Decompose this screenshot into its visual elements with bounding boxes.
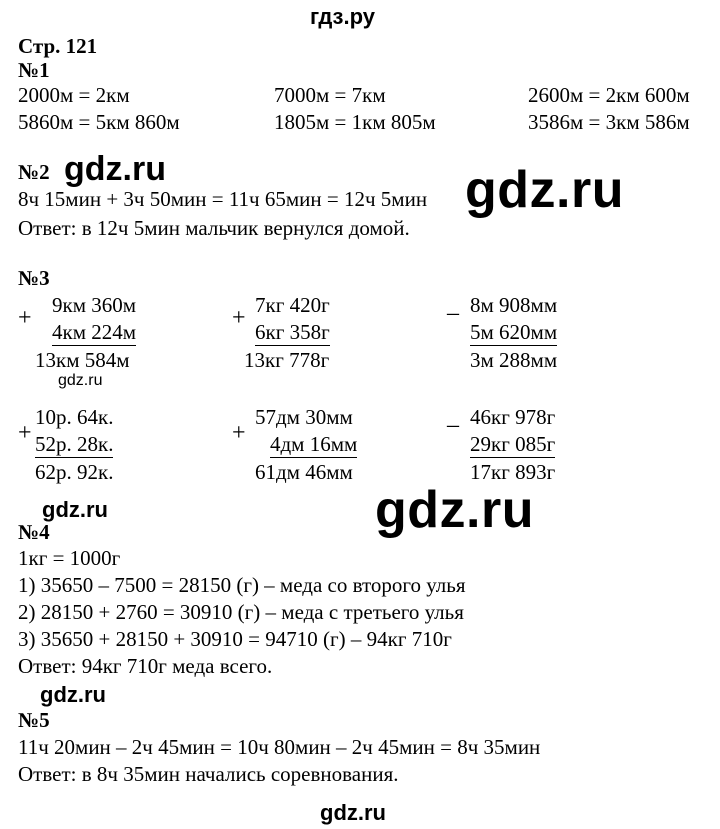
task4-answer: Ответ: 94кг 710г меда всего. xyxy=(18,654,273,678)
result: 62р. 92к. xyxy=(35,460,114,484)
result: 13кг 778г xyxy=(244,348,330,372)
watermark: gdz.ru xyxy=(64,150,166,188)
operation-sign: + xyxy=(18,305,32,331)
task5-answer: Ответ: в 8ч 35мин начались соревнования. xyxy=(18,762,399,786)
task5-equation: 11ч 20мин – 2ч 45мин = 10ч 80мин – 2ч 45мин = 8ч 35мин xyxy=(18,735,541,759)
operand-top: 10р. 64к. xyxy=(35,405,114,429)
task4-line: 3) 35650 + 28150 + 30910 = 94710 (г) – 94кг 710г xyxy=(18,627,452,651)
operand-bottom: 4км 224м xyxy=(52,320,137,344)
task5-title: №5 xyxy=(18,708,50,732)
watermark-large: gdz.ru xyxy=(375,481,534,539)
task2-answer: Ответ: в 12ч 5мин мальчик вернулся домой. xyxy=(18,216,410,240)
watermark: gdz.ru xyxy=(42,497,108,522)
operand-bottom: 6кг 358г xyxy=(255,320,330,344)
operation-sign: + xyxy=(232,420,246,446)
task1-cell: 3586м = 3км 586м xyxy=(528,110,690,134)
result: 61дм 46мм xyxy=(255,460,353,484)
task3-title: №3 xyxy=(18,266,50,290)
task4-line: 1) 35650 – 7500 = 28150 (г) – меда со второго улья xyxy=(18,573,466,597)
page-number: Стр. 121 xyxy=(18,34,98,58)
task4-line: 1кг = 1000г xyxy=(18,546,121,570)
watermark-footer: gdz.ru xyxy=(320,800,386,825)
watermark: gdz.ru xyxy=(40,682,106,707)
operand-bottom: 52р. 28к. xyxy=(35,432,114,456)
task4-line: 2) 28150 + 2760 = 30910 (г) – меда с третьего улья xyxy=(18,600,464,624)
operation-sign: + xyxy=(18,420,32,446)
task1-cell: 5860м = 5км 860м xyxy=(18,110,180,134)
site-watermark-header: гдз.ру xyxy=(310,4,375,29)
task1-cell: 1805м = 1км 805м xyxy=(274,110,436,134)
operand-top: 57дм 30мм xyxy=(255,405,353,429)
result: 17кг 893г xyxy=(470,460,556,484)
operand-top: 7кг 420г xyxy=(255,293,330,317)
operand-top: 46кг 978г xyxy=(470,405,556,429)
task1-cell: 2000м = 2км xyxy=(18,83,130,107)
task1-title: №1 xyxy=(18,58,50,82)
operation-sign: – xyxy=(447,300,459,326)
operand-top: 9км 360м xyxy=(52,293,137,317)
operand-top: 8м 908мм xyxy=(470,293,558,317)
task2-equation: 8ч 15мин + 3ч 50мин = 11ч 65мин = 12ч 5мин xyxy=(18,187,428,211)
watermark-large: gdz.ru xyxy=(465,161,624,219)
operand-bottom: 4дм 16мм xyxy=(270,432,358,456)
operand-bottom: 5м 620мм xyxy=(470,320,558,344)
operation-sign: – xyxy=(447,412,459,438)
task4-title: №4 xyxy=(18,520,50,544)
result: 3м 288мм xyxy=(470,348,558,372)
task1-cell: 7000м = 7км xyxy=(274,83,386,107)
task2-title: №2 xyxy=(18,160,50,184)
operation-sign: + xyxy=(232,305,246,331)
operand-bottom: 29кг 085г xyxy=(470,432,556,456)
task1-cell: 2600м = 2км 600м xyxy=(528,83,690,107)
watermark: gdz.ru xyxy=(58,372,103,389)
result: 13км 584м xyxy=(35,348,130,372)
